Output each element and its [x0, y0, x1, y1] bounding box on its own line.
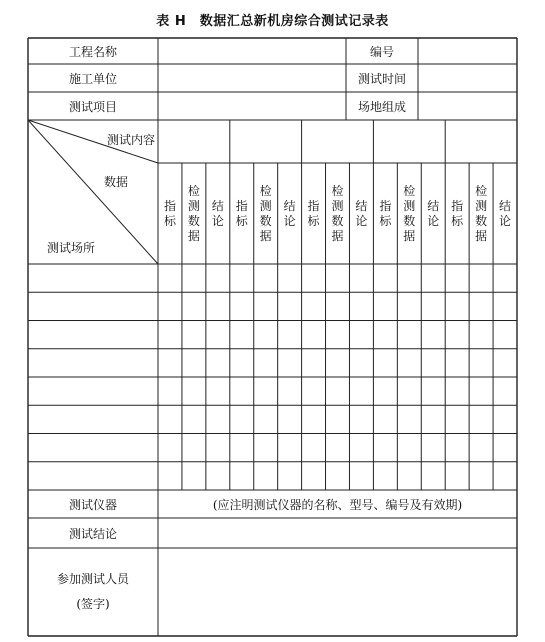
data-cell[interactable]	[349, 321, 373, 349]
sub-header-char: 数	[475, 213, 488, 228]
sub-header-char: 检	[331, 183, 344, 198]
data-cell[interactable]	[182, 405, 206, 433]
data-cell[interactable]	[254, 434, 278, 462]
data-cell[interactable]	[349, 434, 373, 462]
sub-header-char: 据	[403, 228, 416, 243]
data-cell[interactable]	[469, 434, 493, 462]
data-cell[interactable]	[158, 264, 182, 292]
data-cell[interactable]	[349, 292, 373, 320]
sub-header-char: 标	[163, 213, 176, 228]
sub-header-char: 检	[403, 183, 416, 198]
sub-header-char: 测	[259, 198, 272, 213]
data-cell[interactable]	[445, 349, 469, 377]
data-cell[interactable]	[397, 434, 421, 462]
data-cell[interactable]	[278, 264, 302, 292]
data-cell[interactable]	[397, 349, 421, 377]
data-cell[interactable]	[206, 405, 230, 433]
data-cell[interactable]	[206, 377, 230, 405]
data-cell[interactable]	[326, 292, 350, 320]
data-cell[interactable]	[373, 462, 397, 490]
site-cell[interactable]	[28, 292, 158, 320]
data-cell[interactable]	[326, 264, 350, 292]
data-cell[interactable]	[373, 434, 397, 462]
data-cell[interactable]	[206, 349, 230, 377]
data-cell[interactable]	[326, 405, 350, 433]
data-cell[interactable]	[349, 405, 373, 433]
data-cell[interactable]	[326, 321, 350, 349]
data-cell[interactable]	[349, 264, 373, 292]
data-cell[interactable]	[158, 321, 182, 349]
data-cell[interactable]	[469, 405, 493, 433]
data-cell[interactable]	[182, 292, 206, 320]
sub-header-conclusion	[349, 163, 373, 264]
data-cell[interactable]	[278, 349, 302, 377]
sub-header-indicator	[158, 163, 182, 264]
sub-header-char: 标	[307, 213, 320, 228]
data-cell[interactable]	[230, 264, 254, 292]
data-cell[interactable]	[373, 264, 397, 292]
data-cell[interactable]	[397, 377, 421, 405]
site-cell[interactable]	[28, 321, 158, 349]
data-cell[interactable]	[445, 264, 469, 292]
data-cell[interactable]	[302, 434, 326, 462]
data-cell[interactable]	[254, 349, 278, 377]
data-cell[interactable]	[397, 292, 421, 320]
diagonal-content-label: 测试内容	[106, 132, 155, 147]
sub-header-char: 指	[163, 198, 176, 213]
construction-unit-field[interactable]	[158, 64, 346, 92]
data-cell[interactable]	[206, 462, 230, 490]
data-cell[interactable]	[278, 377, 302, 405]
personnel-cell	[28, 548, 158, 636]
instrument-label: 测试仪器	[68, 497, 117, 512]
sub-header-indicator	[445, 163, 469, 264]
sub-header-test-data	[254, 163, 278, 264]
sub-header-char: 标	[235, 213, 248, 228]
sub-header-test-data	[469, 163, 493, 264]
data-cell[interactable]	[373, 292, 397, 320]
data-cell[interactable]	[445, 462, 469, 490]
site-composition-label: 场地组成	[357, 99, 406, 114]
data-cell[interactable]	[182, 264, 206, 292]
data-cell[interactable]	[469, 321, 493, 349]
data-cell[interactable]	[254, 292, 278, 320]
data-cell[interactable]	[158, 292, 182, 320]
data-cell[interactable]	[182, 349, 206, 377]
number-field[interactable]	[418, 38, 517, 64]
site-cell[interactable]	[28, 377, 158, 405]
data-cell[interactable]	[421, 349, 445, 377]
data-cell[interactable]	[349, 462, 373, 490]
sub-header-char: 据	[331, 228, 344, 243]
sub-header-indicator	[373, 163, 397, 264]
sub-header-char: 测	[331, 198, 344, 213]
sub-header-conclusion	[421, 163, 445, 264]
test-item-label: 测试项目	[68, 99, 117, 114]
data-cell[interactable]	[326, 462, 350, 490]
form-title: 表 H 数据汇总新机房综合测试记录表	[156, 14, 389, 29]
data-cell[interactable]	[469, 349, 493, 377]
data-cell[interactable]	[421, 377, 445, 405]
sub-header-char: 检	[475, 183, 488, 198]
data-cell[interactable]	[373, 405, 397, 433]
data-cell[interactable]	[206, 434, 230, 462]
signature-note: (签字)	[76, 597, 110, 611]
data-cell[interactable]	[230, 292, 254, 320]
data-cell[interactable]	[302, 377, 326, 405]
data-cell[interactable]	[349, 349, 373, 377]
data-cell[interactable]	[445, 377, 469, 405]
data-cell[interactable]	[206, 321, 230, 349]
sub-header-indicator	[302, 163, 326, 264]
data-cell[interactable]	[254, 462, 278, 490]
data-cell[interactable]	[445, 434, 469, 462]
site-composition-field[interactable]	[418, 92, 517, 120]
sub-header-char: 据	[259, 228, 272, 243]
sub-header-test-data	[182, 163, 206, 264]
data-cell[interactable]	[421, 292, 445, 320]
test-item-field[interactable]	[158, 92, 346, 120]
data-cell[interactable]	[158, 349, 182, 377]
instrument-note: (应注明测试仪器的名称、型号、编号及有效期)	[212, 497, 463, 512]
test-time-field[interactable]	[418, 64, 517, 92]
data-cell[interactable]	[278, 321, 302, 349]
sub-header-char: 数	[259, 213, 272, 228]
data-cell[interactable]	[397, 462, 421, 490]
data-cell[interactable]	[302, 321, 326, 349]
data-cell[interactable]	[469, 462, 493, 490]
data-cell[interactable]	[421, 321, 445, 349]
data-cell[interactable]	[493, 462, 517, 490]
data-cell[interactable]	[302, 349, 326, 377]
conclusion-label: 测试结论	[68, 526, 117, 541]
data-cell[interactable]	[230, 462, 254, 490]
data-cell[interactable]	[421, 405, 445, 433]
sub-header-char: 标	[451, 213, 464, 228]
data-cell[interactable]	[326, 377, 350, 405]
data-cell[interactable]	[373, 349, 397, 377]
data-cell[interactable]	[182, 434, 206, 462]
personnel-signature-field[interactable]	[158, 548, 517, 636]
sub-header-char: 指	[235, 198, 248, 213]
sub-header-char: 测	[403, 198, 416, 213]
project-name-field[interactable]	[158, 38, 346, 64]
sub-header-char: 结	[283, 198, 296, 213]
data-cell[interactable]	[230, 434, 254, 462]
sub-header-char: 论	[211, 213, 224, 228]
sub-header-char: 结	[499, 198, 512, 213]
data-cell[interactable]	[158, 462, 182, 490]
data-cell[interactable]	[254, 405, 278, 433]
data-cell[interactable]	[397, 321, 421, 349]
data-cell[interactable]	[397, 405, 421, 433]
sub-header-char: 结	[211, 198, 224, 213]
data-cell[interactable]	[302, 462, 326, 490]
data-cell[interactable]	[278, 462, 302, 490]
data-cell[interactable]	[278, 405, 302, 433]
data-cell[interactable]	[230, 349, 254, 377]
data-cell[interactable]	[206, 292, 230, 320]
sub-header-char: 数	[331, 213, 344, 228]
data-cell[interactable]	[493, 292, 517, 320]
data-cell[interactable]	[445, 292, 469, 320]
data-cell[interactable]	[302, 292, 326, 320]
sub-header-char: 结	[427, 198, 440, 213]
construction-unit-label: 施工单位	[68, 71, 117, 86]
data-cell[interactable]	[230, 321, 254, 349]
data-cell[interactable]	[230, 405, 254, 433]
sub-header-char: 据	[475, 228, 488, 243]
site-cell[interactable]	[28, 434, 158, 462]
data-cell[interactable]	[445, 405, 469, 433]
sub-header-conclusion	[493, 163, 517, 264]
sub-header-char: 数	[187, 213, 200, 228]
data-cell[interactable]	[349, 377, 373, 405]
sub-header-char: 数	[403, 213, 416, 228]
data-cell[interactable]	[182, 462, 206, 490]
data-cell[interactable]	[278, 292, 302, 320]
diagonal-data-label: 数据	[103, 174, 128, 189]
data-cell[interactable]	[421, 434, 445, 462]
data-cell[interactable]	[493, 434, 517, 462]
data-cell[interactable]	[230, 377, 254, 405]
data-cell[interactable]	[326, 349, 350, 377]
site-cell[interactable]	[28, 462, 158, 490]
data-cell[interactable]	[302, 405, 326, 433]
data-cell[interactable]	[493, 377, 517, 405]
data-cell[interactable]	[493, 405, 517, 433]
data-cell[interactable]	[493, 349, 517, 377]
data-cell[interactable]	[278, 434, 302, 462]
sub-header-char: 指	[307, 198, 320, 213]
sub-header-conclusion	[206, 163, 230, 264]
sub-header-indicator	[230, 163, 254, 264]
data-cell[interactable]	[254, 377, 278, 405]
data-cell[interactable]	[373, 377, 397, 405]
site-cell[interactable]	[28, 405, 158, 433]
data-cell[interactable]	[254, 264, 278, 292]
personnel-label: 参加测试人员	[56, 572, 129, 586]
site-cell[interactable]	[28, 264, 158, 292]
data-cell[interactable]	[182, 377, 206, 405]
sub-header-char: 指	[451, 198, 464, 213]
data-cell[interactable]	[421, 264, 445, 292]
data-cell[interactable]	[254, 321, 278, 349]
sub-header-test-data	[397, 163, 421, 264]
data-cell[interactable]	[397, 264, 421, 292]
sub-header-char: 测	[475, 198, 488, 213]
data-cell[interactable]	[302, 264, 326, 292]
site-cell[interactable]	[28, 349, 158, 377]
data-cell[interactable]	[493, 321, 517, 349]
sub-header-char: 结	[355, 198, 368, 213]
data-cell[interactable]	[158, 434, 182, 462]
test-time-label: 测试时间	[357, 71, 406, 86]
sub-header-char: 检	[259, 183, 272, 198]
data-cell[interactable]	[421, 462, 445, 490]
data-cell[interactable]	[445, 321, 469, 349]
data-cell[interactable]	[469, 377, 493, 405]
sub-header-char: 据	[187, 228, 200, 243]
data-cell[interactable]	[326, 434, 350, 462]
sub-header-char: 论	[427, 213, 440, 228]
data-cell[interactable]	[493, 264, 517, 292]
number-label: 编号	[369, 44, 394, 59]
sub-header-char: 指	[379, 198, 392, 213]
data-cell[interactable]	[182, 321, 206, 349]
data-cell[interactable]	[158, 377, 182, 405]
sub-header-char: 测	[187, 198, 200, 213]
data-cell[interactable]	[469, 264, 493, 292]
sub-header-char: 论	[355, 213, 368, 228]
sub-header-char: 标	[379, 213, 392, 228]
sub-header-char: 检	[187, 183, 200, 198]
sub-header-char: 论	[499, 213, 512, 228]
data-cell[interactable]	[373, 321, 397, 349]
data-cell[interactable]	[206, 264, 230, 292]
sub-header-conclusion	[278, 163, 302, 264]
sub-header-test-data	[326, 163, 350, 264]
data-cell[interactable]	[158, 405, 182, 433]
project-name-label: 工程名称	[68, 44, 117, 59]
sub-header-char: 论	[283, 213, 296, 228]
data-cell[interactable]	[469, 292, 493, 320]
conclusion-field[interactable]	[158, 518, 517, 548]
diagonal-site-label: 测试场所	[46, 240, 95, 255]
